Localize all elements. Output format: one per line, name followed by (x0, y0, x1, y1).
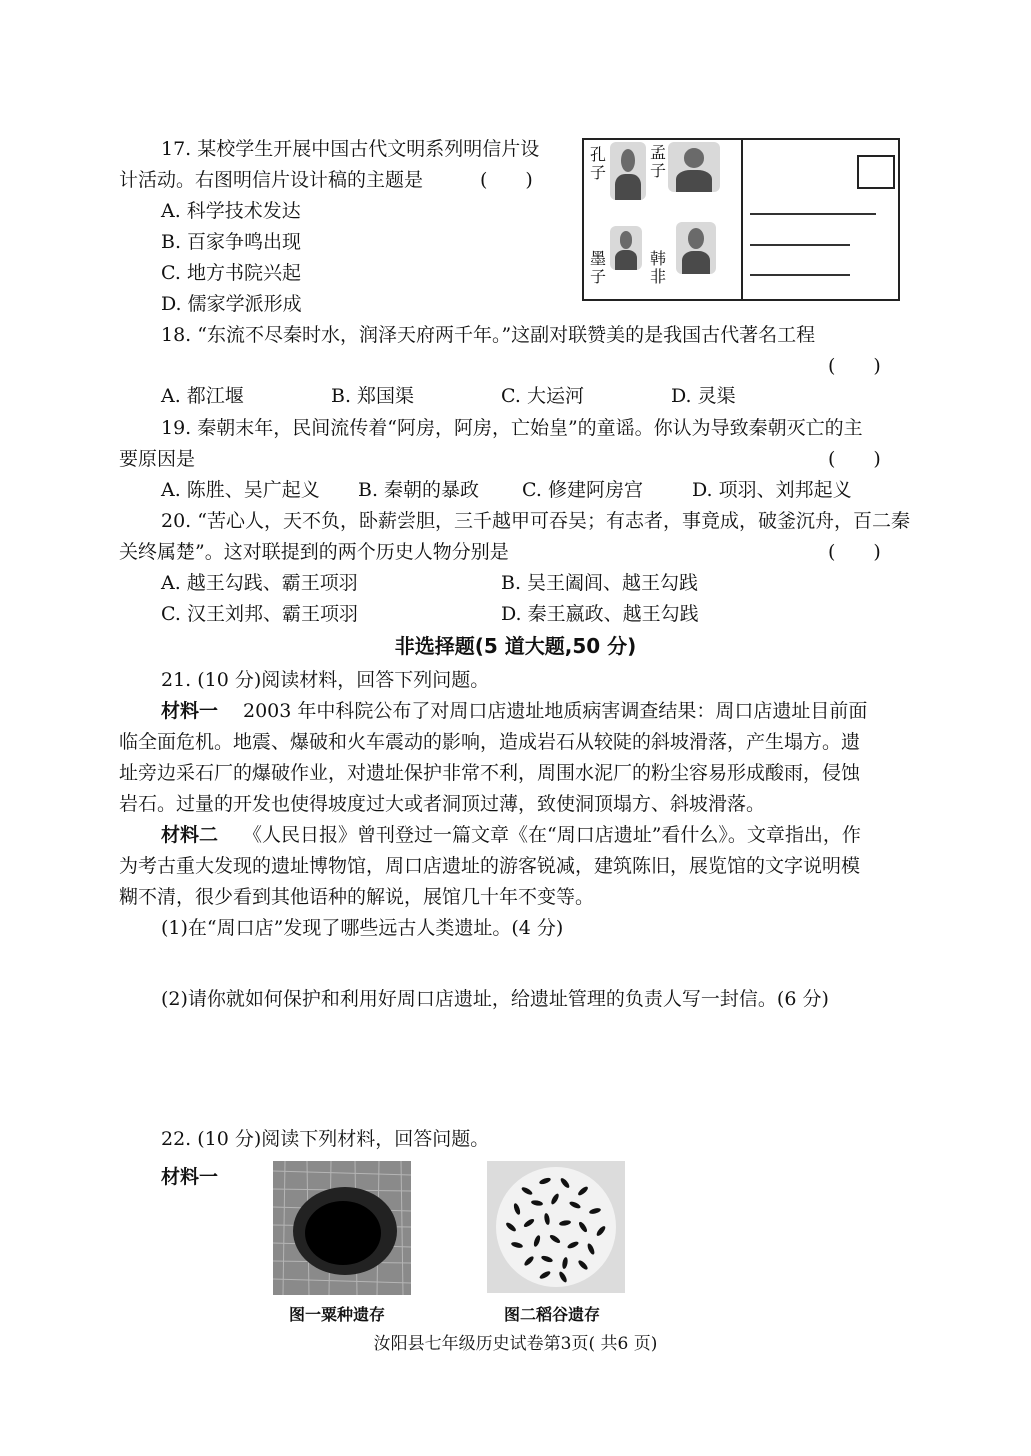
q20-option-c: C. 汉王刘邦、霸王项羽 (161, 603, 358, 625)
q21-material1-line4: 岩石。过量的开发也使得坡度过大或者洞顶过薄，致使洞顶塌方、斜坡滑落。 (119, 793, 766, 815)
q17-option-a: A. 科学技术发达 (161, 200, 301, 222)
address-line-3 (750, 274, 850, 276)
q21-material1-label: 材料一 (161, 700, 219, 722)
q21-material2-line2: 为考古重大发现的遗址博物馆，周口店遗址的游客锐减，建筑陈旧，展览馆的文字说明模 (119, 855, 861, 877)
q17-answer-paren: ( ) (480, 169, 533, 191)
q18-option-c: C. 大运河 (501, 385, 584, 407)
q21-stem: 21. (10 分)阅读材料，回答下列问题。 (161, 669, 490, 691)
hanfei-portrait-icon (676, 222, 716, 274)
q20-answer-paren: ( ) (828, 541, 881, 563)
q17-option-d: D. 儒家学派形成 (161, 293, 302, 315)
q21-material1-line3: 址旁边采石厂的爆破作业，对遗址保护非常不利，周围水泥厂的粉尘容易形成酸雨，侵蚀 (119, 762, 861, 784)
q17-option-b: B. 百家争鸣出现 (161, 231, 302, 253)
section-title: 非选择题(5 道大题,50 分) (394, 634, 637, 658)
q21-material1-line2: 临全面危机。地震、爆破和火车震动的影响，造成岩石从较陡的斜坡滑落，产生塌方。遗 (119, 731, 861, 753)
q19-option-b: B. 秦朝的暴政 (358, 479, 480, 501)
rice-grain-image (487, 1161, 625, 1293)
q19-stem-line2: 要原因是 (119, 448, 196, 470)
caption-millet: 图一粟种遗存 (289, 1305, 386, 1324)
millet-seed-image (273, 1161, 411, 1295)
address-line-1 (750, 213, 876, 215)
page-footer: 汝阳县七年级历史试卷第3页( 共6 页) (373, 1334, 658, 1354)
confucius-portrait-icon (610, 142, 646, 200)
postcard-name-mencius: 孟子 (650, 143, 667, 180)
q20-stem-line1: 20. “苦心人，天不负，卧薪尝胆，三千越甲可吞吴；有志者，事竟成，破釜沉舟，百二秦 (161, 510, 910, 532)
q18-option-b: B. 郑国渠 (331, 385, 415, 407)
q20-option-d: D. 秦王嬴政、越王勾践 (501, 603, 699, 625)
q18-answer-paren: ( ) (828, 355, 881, 377)
q21-material2-label: 材料二 (161, 824, 219, 846)
mencius-portrait-icon (668, 142, 720, 192)
q18-option-a: A. 都江堰 (161, 385, 244, 407)
q19-answer-paren: ( ) (828, 448, 881, 470)
mozi-portrait-icon (610, 226, 642, 270)
q19-option-c: C. 修建阿房宫 (522, 479, 643, 501)
q18-option-d: D. 灵渠 (671, 385, 736, 407)
stamp-box (857, 155, 895, 189)
q17-stem-line2: 计活动。右图明信片设计稿的主题是 (119, 169, 424, 191)
postcard-name-hanfei: 韩非 (650, 249, 667, 286)
q20-option-a: A. 越王勾践、霸王项羽 (161, 572, 358, 594)
q19-option-a: A. 陈胜、吴广起义 (161, 479, 320, 501)
address-line-2 (750, 244, 850, 246)
postcard-divider (741, 140, 743, 299)
q21-material1-line1: 2003 年中科院公布了对周口店遗址地质病害调查结果：周口店遗址目前面 (243, 700, 868, 722)
postcard-figure (582, 138, 900, 301)
q18-stem: 18. “东流不尽秦时水，润泽天府两千年。”这副对联赞美的是我国古代著名工程 (161, 324, 816, 346)
q21-subquestion-1: (1)在“周口店”发现了哪些远古人类遗址。(4 分) (161, 917, 564, 939)
q21-subquestion-2: (2)请你就如何保护和利用好周口店遗址，给遗址管理的负责人写一封信。(6 分) (161, 988, 829, 1010)
q21-material2-line3: 糊不清，很少看到其他语种的解说，展馆几十年不变等。 (119, 886, 595, 908)
q17-option-c: C. 地方书院兴起 (161, 262, 301, 284)
q19-option-d: D. 项羽、刘邦起义 (692, 479, 852, 501)
q22-material1-label: 材料一 (161, 1166, 219, 1188)
q21-material2-line1: 《人民日报》曾刊登过一篇文章《在“周口店遗址”看什么》。文章指出，作 (243, 824, 861, 846)
q20-stem-line2: 关终属楚”。这对联提到的两个历史人物分别是 (119, 541, 509, 563)
caption-rice: 图二稻谷遗存 (504, 1305, 601, 1324)
postcard-name-mozi: 墨子 (590, 249, 607, 286)
postcard-name-confucius: 孔子 (590, 145, 607, 182)
q17-stem-line1: 17. 某校学生开展中国古代文明系列明信片设 (161, 138, 540, 160)
q22-stem: 22. (10 分)阅读下列材料，回答问题。 (161, 1128, 490, 1150)
q20-option-b: B. 吴王阖闾、越王勾践 (501, 572, 699, 594)
q19-stem-line1: 19. 秦朝末年，民间流传着“阿房，阿房，亡始皇”的童谣。你认为导致秦朝灭亡的主 (161, 417, 863, 439)
